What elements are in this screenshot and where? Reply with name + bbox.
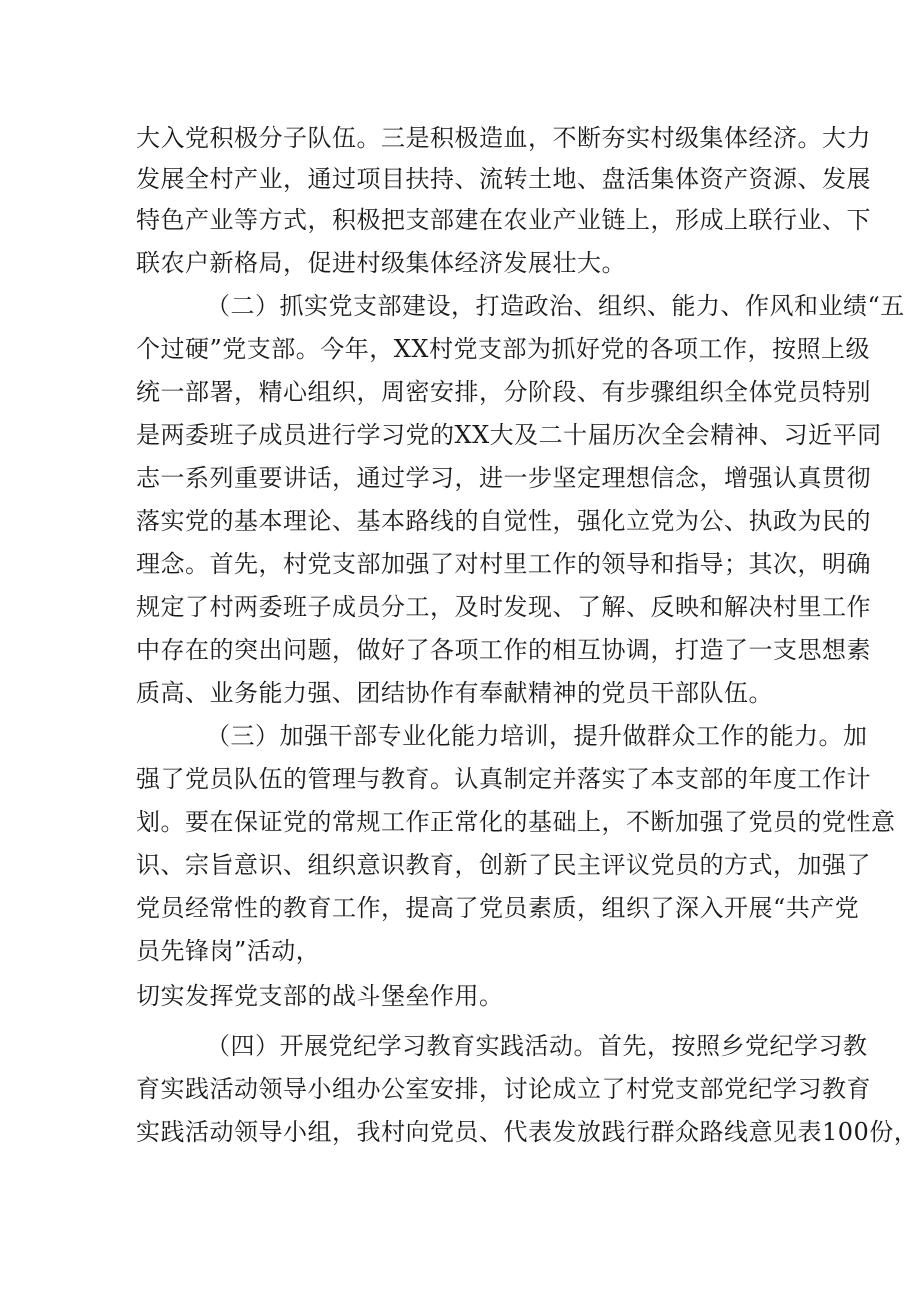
section-heading-line: （四）开展党纪学习教育实践活动。首先，按照乡党纪学习教 <box>206 1032 868 1060</box>
paragraph-line: 规定了村两委班子成员分工，及时发现、了解、反映和解决村里工作 <box>136 593 871 621</box>
paragraph-line: 员先锋岗”活动， <box>136 937 321 965</box>
paragraph-line: 实践活动领导小组，我村向党员、代表发放践行群众路线意见表100份， <box>136 1118 919 1146</box>
paragraph-line: 中存在的突出问题，做好了各项工作的相互协调，打造了一支思想素 <box>136 636 871 664</box>
paragraph-line: 特色产业等方式，积极把支部建在农业产业链上，形成上联行业、下 <box>136 206 871 234</box>
section-heading-line: （三）加强干部专业化能力培训，提升做群众工作的能力。加 <box>206 722 868 750</box>
paragraph-line: 识、宗旨意识、组织意识教育，创新了民主评议党员的方式，加强了 <box>136 851 871 879</box>
paragraph-line: 切实发挥党支部的战斗堡垒作用。 <box>136 982 504 1010</box>
paragraph-line: 育实践活动领导小组办公室安排，讨论成立了村党支部党纪学习教育 <box>136 1075 871 1103</box>
paragraph-line: 个过硬”党支部。今年，XX村党支部为抓好党的各项工作，按照上级 <box>136 335 870 363</box>
paragraph-line: 落实党的基本理论、基本路线的自觉性，强化立党为公、执政为民的 <box>136 507 871 535</box>
paragraph-line: 党员经常性的教育工作，提高了党员素质，组织了深入开展“共产党 <box>136 894 860 922</box>
paragraph-line: 是两委班子成员进行学习党的XX大及二十届历次全会精神、习近平同 <box>136 421 882 449</box>
paragraph-line: 质高、业务能力强、团结协作有奉献精神的党员干部队伍。 <box>136 679 773 707</box>
paragraph-line: 联农户新格局，促进村级集体经济发展壮大。 <box>136 249 626 277</box>
paragraph-line: 大入党积极分子队伍。三是积极造血，不断夯实村级集体经济。大力 <box>136 124 871 152</box>
paragraph-line: 志一系列重要讲话，通过学习，进一步坚定理想信念，增强认真贯彻 <box>136 464 871 492</box>
paragraph-line: 理念。首先，村党支部加强了对村里工作的领导和指导；其次，明确 <box>136 550 871 578</box>
paragraph-line: 强了党员队伍的管理与教育。认真制定并落实了本支部的年度工作计 <box>136 765 871 793</box>
paragraph-line: 划。要在保证党的常规工作正常化的基础上，不断加强了党员的党性意 <box>136 808 896 836</box>
paragraph-line: 统一部署，精心组织，周密安排，分阶段、有步骤组织全体党员特别 <box>136 378 871 406</box>
paragraph-line: 发展全村产业，通过项目扶持、流转土地、盘活集体资产资源、发展 <box>136 165 871 193</box>
section-heading-line: （二）抓实党支部建设，打造政治、组织、能力、作风和业绩“五 <box>206 292 905 320</box>
